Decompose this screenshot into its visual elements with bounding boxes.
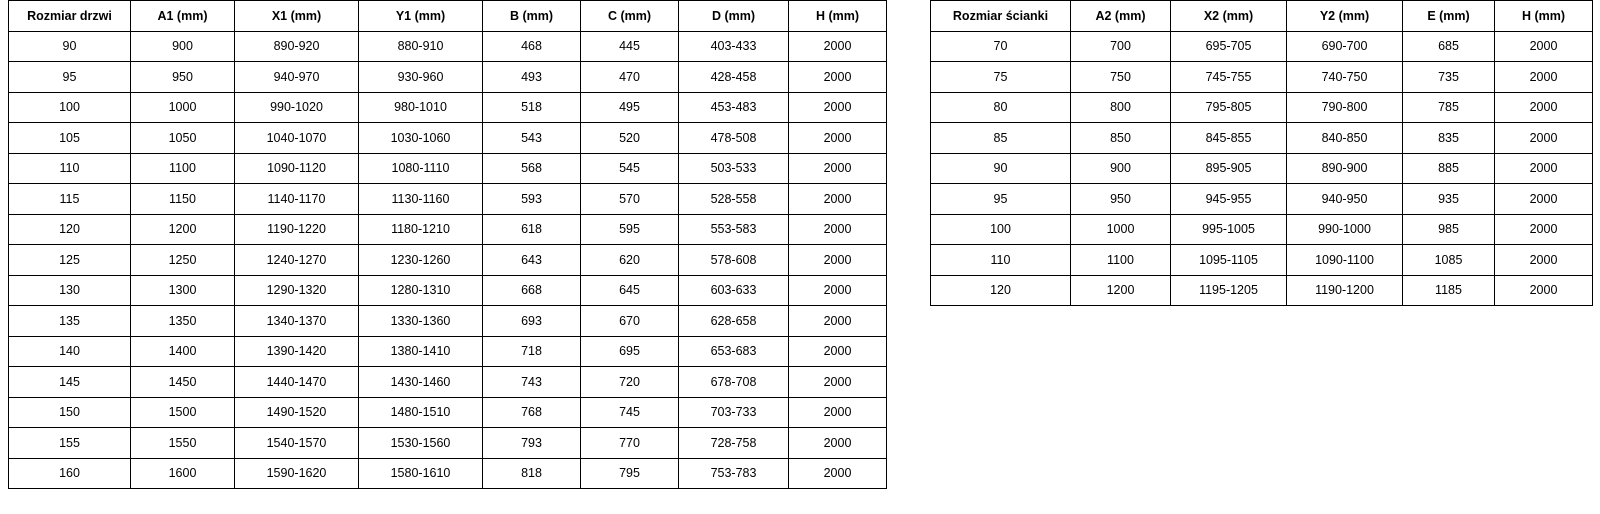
table-cell: 885 [1403,153,1495,184]
table-cell: 428-458 [679,62,789,93]
table-cell: 790-800 [1287,92,1403,123]
table-row [931,62,1593,93]
table-row [9,275,887,306]
table-row [9,62,887,93]
table-cell: 1200 [1071,275,1171,306]
table-cell: 1030-1060 [359,123,483,154]
table-cell: 85 [931,123,1071,154]
table-cell: 628-658 [679,306,789,337]
table-cell: 2000 [789,184,887,215]
table-cell: 618 [483,214,581,245]
table-cell: 503-533 [679,153,789,184]
table-cell: 900 [131,31,235,62]
table-cell: 785 [1403,92,1495,123]
table-cell: 478-508 [679,123,789,154]
table-cell: 2000 [789,92,887,123]
table-cell: 670 [581,306,679,337]
table-cell: 2000 [789,458,887,489]
table-cell: 445 [581,31,679,62]
table-cell: 668 [483,275,581,306]
table-row [9,336,887,367]
table-cell: 543 [483,123,581,154]
table-cell: 603-633 [679,275,789,306]
table-cell: 930-960 [359,62,483,93]
table-cell: 985 [1403,214,1495,245]
table-cell: 2000 [789,123,887,154]
table-row [931,214,1593,245]
table-cell: 880-910 [359,31,483,62]
table-row [9,123,887,154]
table-cell: 795-805 [1171,92,1287,123]
table-cell: 90 [9,31,131,62]
table-cell: 105 [9,123,131,154]
table-cell: 1480-1510 [359,397,483,428]
table-cell: 568 [483,153,581,184]
table-cell: 990-1020 [235,92,359,123]
table-cell: 695-705 [1171,31,1287,62]
table-cell: 728-758 [679,428,789,459]
table-cell: 140 [9,336,131,367]
table-cell: 1095-1105 [1171,245,1287,276]
table-cell: 2000 [789,336,887,367]
table-cell: 2000 [1495,275,1593,306]
walls-column-header: X2 (mm) [1171,1,1287,32]
table-cell: 1080-1110 [359,153,483,184]
table-cell: 768 [483,397,581,428]
doors-column-header: C (mm) [581,1,679,32]
table-cell: 2000 [789,214,887,245]
table-cell: 995-1005 [1171,214,1287,245]
table-cell: 95 [931,184,1071,215]
table-cell: 1100 [1071,245,1171,276]
table-cell: 945-955 [1171,184,1287,215]
table-cell: 1430-1460 [359,367,483,398]
table-cell: 745-755 [1171,62,1287,93]
table-row [9,428,887,459]
table-cell: 1580-1610 [359,458,483,489]
table-cell: 645 [581,275,679,306]
table-cell: 1140-1170 [235,184,359,215]
table-cell: 518 [483,92,581,123]
table-cell: 700 [1071,31,1171,62]
table-cell: 800 [1071,92,1171,123]
table-cell: 2000 [1495,31,1593,62]
table-cell: 1200 [131,214,235,245]
table-cell: 1380-1410 [359,336,483,367]
table-cell: 845-855 [1171,123,1287,154]
table-cell: 520 [581,123,679,154]
table-cell: 1185 [1403,275,1495,306]
table-cell: 1150 [131,184,235,215]
doors-column-header: D (mm) [679,1,789,32]
table-cell: 990-1000 [1287,214,1403,245]
table-row [9,214,887,245]
table-cell: 1000 [1071,214,1171,245]
walls-size-table [930,0,1593,306]
table-cell: 593 [483,184,581,215]
doors-column-header: B (mm) [483,1,581,32]
table-cell: 693 [483,306,581,337]
table-cell: 1340-1370 [235,306,359,337]
table-cell: 750 [1071,62,1171,93]
table-cell: 100 [9,92,131,123]
table-cell: 1450 [131,367,235,398]
table-cell: 1490-1520 [235,397,359,428]
table-cell: 1040-1070 [235,123,359,154]
table-cell: 1190-1200 [1287,275,1403,306]
table-cell: 75 [931,62,1071,93]
doors-column-header: Rozmiar drzwi [9,1,131,32]
table-cell: 935 [1403,184,1495,215]
table-cell: 2000 [789,153,887,184]
table-header-row [9,1,887,32]
table-cell: 950 [131,62,235,93]
table-cell: 835 [1403,123,1495,154]
table-cell: 740-750 [1287,62,1403,93]
table-cell: 110 [931,245,1071,276]
table-row [9,184,887,215]
table-cell: 578-608 [679,245,789,276]
table-cell: 468 [483,31,581,62]
table-cell: 950 [1071,184,1171,215]
table-cell: 743 [483,367,581,398]
table-cell: 100 [931,214,1071,245]
walls-column-header: H (mm) [1495,1,1593,32]
table-cell: 2000 [1495,214,1593,245]
table-cell: 980-1010 [359,92,483,123]
walls-column-header: Rozmiar ścianki [931,1,1071,32]
table-cell: 1050 [131,123,235,154]
table-cell: 595 [581,214,679,245]
table-cell: 753-783 [679,458,789,489]
table-cell: 570 [581,184,679,215]
table-cell: 470 [581,62,679,93]
doors-column-header: H (mm) [789,1,887,32]
table-cell: 900 [1071,153,1171,184]
table-cell: 1230-1260 [359,245,483,276]
table-cell: 493 [483,62,581,93]
table-cell: 703-733 [679,397,789,428]
table-cell: 2000 [789,62,887,93]
table-cell: 1195-1205 [1171,275,1287,306]
table-cell: 2000 [789,31,887,62]
table-cell: 770 [581,428,679,459]
table-cell: 1085 [1403,245,1495,276]
table-cell: 895-905 [1171,153,1287,184]
table-cell: 2000 [789,428,887,459]
table-cell: 1130-1160 [359,184,483,215]
walls-column-header: Y2 (mm) [1287,1,1403,32]
table-cell: 453-483 [679,92,789,123]
table-cell: 545 [581,153,679,184]
table-row [9,153,887,184]
table-cell: 718 [483,336,581,367]
table-cell: 1250 [131,245,235,276]
table-cell: 653-683 [679,336,789,367]
table-cell: 528-558 [679,184,789,215]
table-cell: 643 [483,245,581,276]
table-cell: 2000 [789,306,887,337]
table-cell: 2000 [789,275,887,306]
table-cell: 840-850 [1287,123,1403,154]
table-cell: 403-433 [679,31,789,62]
table-cell: 1100 [131,153,235,184]
table-cell: 620 [581,245,679,276]
doors-column-header: X1 (mm) [235,1,359,32]
table-row [931,123,1593,154]
table-cell: 135 [9,306,131,337]
table-cell: 95 [9,62,131,93]
table-cell: 890-920 [235,31,359,62]
table-cell: 2000 [789,397,887,428]
table-cell: 115 [9,184,131,215]
table-cell: 940-950 [1287,184,1403,215]
table-cell: 1390-1420 [235,336,359,367]
table-cell: 1540-1570 [235,428,359,459]
table-cell: 1550 [131,428,235,459]
table-cell: 120 [931,275,1071,306]
table-cell: 1240-1270 [235,245,359,276]
table-cell: 150 [9,397,131,428]
table-cell: 160 [9,458,131,489]
table-row [9,458,887,489]
table-row [931,31,1593,62]
table-cell: 1440-1470 [235,367,359,398]
table-cell: 735 [1403,62,1495,93]
table-cell: 818 [483,458,581,489]
table-row [931,184,1593,215]
table-cell: 2000 [789,367,887,398]
table-cell: 1090-1120 [235,153,359,184]
table-cell: 1600 [131,458,235,489]
table-row [9,92,887,123]
table-cell: 690-700 [1287,31,1403,62]
table-cell: 890-900 [1287,153,1403,184]
table-cell: 1350 [131,306,235,337]
table-row [9,397,887,428]
table-cell: 155 [9,428,131,459]
table-cell: 685 [1403,31,1495,62]
table-cell: 795 [581,458,679,489]
table-row [9,245,887,276]
table-header-row [931,1,1593,32]
doors-size-table [8,0,887,489]
walls-column-header: E (mm) [1403,1,1495,32]
table-cell: 2000 [1495,153,1593,184]
table-cell: 678-708 [679,367,789,398]
table-cell: 80 [931,92,1071,123]
table-cell: 745 [581,397,679,428]
table-cell: 1300 [131,275,235,306]
table-cell: 720 [581,367,679,398]
table-row [931,275,1593,306]
doors-column-header: Y1 (mm) [359,1,483,32]
table-cell: 2000 [1495,92,1593,123]
table-cell: 1190-1220 [235,214,359,245]
doors-column-header: A1 (mm) [131,1,235,32]
table-cell: 793 [483,428,581,459]
table-cell: 695 [581,336,679,367]
table-cell: 1400 [131,336,235,367]
table-row [9,31,887,62]
walls-column-header: A2 (mm) [1071,1,1171,32]
doors-size-table-container [8,0,887,489]
table-cell: 1090-1100 [1287,245,1403,276]
table-cell: 940-970 [235,62,359,93]
table-row [9,306,887,337]
table-cell: 1530-1560 [359,428,483,459]
table-row [931,153,1593,184]
table-cell: 2000 [1495,245,1593,276]
table-cell: 125 [9,245,131,276]
table-cell: 2000 [789,245,887,276]
table-cell: 2000 [1495,123,1593,154]
table-cell: 850 [1071,123,1171,154]
table-cell: 130 [9,275,131,306]
table-row [9,367,887,398]
table-cell: 553-583 [679,214,789,245]
walls-size-table-container [930,0,1593,306]
table-cell: 1280-1310 [359,275,483,306]
table-cell: 145 [9,367,131,398]
table-cell: 495 [581,92,679,123]
table-cell: 2000 [1495,62,1593,93]
table-cell: 90 [931,153,1071,184]
table-cell: 1180-1210 [359,214,483,245]
table-row [931,245,1593,276]
table-row [931,92,1593,123]
table-cell: 70 [931,31,1071,62]
table-cell: 1500 [131,397,235,428]
table-cell: 120 [9,214,131,245]
table-cell: 1000 [131,92,235,123]
table-cell: 110 [9,153,131,184]
table-cell: 1590-1620 [235,458,359,489]
table-cell: 1290-1320 [235,275,359,306]
table-cell: 1330-1360 [359,306,483,337]
table-cell: 2000 [1495,184,1593,215]
